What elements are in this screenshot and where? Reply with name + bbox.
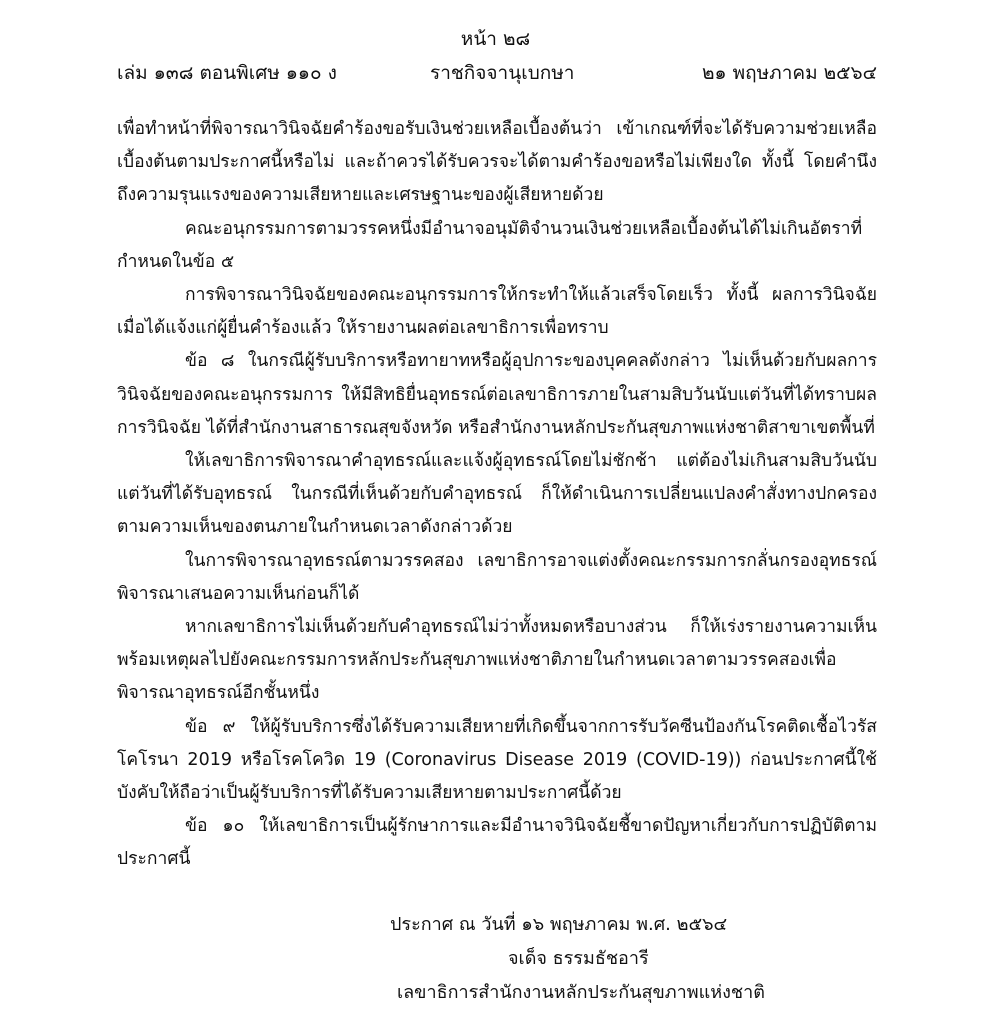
paragraph-decision-timing: การพิจารณาวินิจฉัยของคณะอนุกรรมการให้กระทำให้แล้วเสร็จโดยเร็ว ทั้งนี้ ผลการวินิจฉัยเมื่อได้แจ้งแก่ผู้ยื่นคำร้องแล้ว ให้รายงานผลต่อเลขาธิการเพื่อทราบ (117, 285, 877, 339)
publication-name: ราชกิจจานุเบกษา (430, 62, 575, 84)
paragraph-appeal-review: ให้เลขาธิการพิจารณาคำอุทธรณ์และแจ้งผู้อุทธรณ์โดยไม่ชักช้า แต่ต้องไม่เกินสามสิบวันนับแต่วันที่ได้รับอุทธรณ์ ในกรณีที่เห็นด้วยกับคำอุทธรณ์ ก็ให้ดำเนินการเปลี่ยนแปลงคำสั่งทางปกครองตามความเห็นของตนภายในกำหนดเวลาดังกล่าวด้วย (117, 451, 877, 538)
signatory-name: จเด็จ ธรรมธัชอารี (508, 948, 649, 969)
paragraph-approval-limit: คณะอนุกรรมการตามวรรคหนึ่งมีอำนาจอนุมัติจำนวนเงินช่วยเหลือเบื้องต้นได้ไม่เกินอัตราที่กำหนดในข้อ ๕ (117, 218, 863, 272)
publication-date: ๒๑ พฤษภาคม ๒๕๖๔ (702, 62, 877, 84)
page-number: หน้า ๒๘ (460, 28, 531, 50)
document-body (117, 113, 877, 877)
paragraph-appeal-escalation: หากเลขาธิการไม่เห็นด้วยกับคำอุทธรณ์ไม่ว่าทั้งหมดหรือบางส่วน ก็ให้เร่งรายงานความเห็นพร้อมเหตุผลไปยังคณะกรรมการหลักประกันสุขภาพแห่งชาติภายในกำหนดเวลาตามวรรคสองเพื่อพิจารณาอุทธรณ์อีกชั้นหนึ่ง (117, 617, 877, 704)
announcement-date: ประกาศ ณ วันที่ ๑๖ พฤษภาคม พ.ศ. ๒๕๖๔ (390, 914, 728, 935)
clause-10-enforcement: ข้อ ๑๐ ให้เลขาธิการเป็นผู้รักษาการและมีอำนาจวินิจฉัยชี้ขาดปัญหาเกี่ยวกับการปฏิบัติตามประกาศนี้ (117, 816, 877, 870)
signatory-position: เลขาธิการสำนักงานหลักประกันสุขภาพแห่งชาติ (397, 982, 765, 1003)
volume-issue: เล่ม ๑๓๘ ตอนพิเศษ ๑๑๐ ง (117, 62, 337, 84)
clause-8-appeal-right: ข้อ ๘ ในกรณีผู้รับบริการหรือทายาทหรือผู้อุปการะของบุคคลดังกล่าว ไม่เห็นด้วยกับผลการวินิจฉัยของคณะอนุกรรมการ ให้มีสิทธิยื่นอุทธรณ์ต่อเลขาธิการภายในสามสิบวันนับแต่วันที่ได้ทราบผลการวินิจฉัย ได้ที่สำนักงานสาธารณสุขจังหวัด หรือสำนักงานหลักประกันสุขภาพแห่งชาติสาขาเขตพื้นที่ (117, 351, 877, 438)
clause-9-covid-vaccine: ข้อ ๙ ให้ผู้รับบริการซึ่งได้รับความเสียหายที่เกิดขึ้นจากการรับวัคซีนป้องกันโรคติดเชื้อไวรัสโคโรนา 2019 หรือโรคโควิด 19 (Coronavirus Disease 2019 (COVID-19)) ก่อนประกาศนี้ใช้บังคับให้ถือว่าเป็นผู้รับบริการที่ได้รับความเสียหายตามประกาศนี้ด้วย (117, 716, 877, 804)
paragraph-subcommittee-duty: เพื่อทำหน้าที่พิจารณาวินิจฉัยคำร้องขอรับเงินช่วยเหลือเบื้องต้นว่า เข้าเกณฑ์ที่จะได้รับความช่วยเหลือเบื้องต้นตามประกาศนี้หรือไม่ และถ้าควรได้รับควรจะได้ตามคำร้องขอหรือไม่เพียงใด ทั้งนี้ โดยคำนึงถึงความรุนแรงของความเสียหายและเศรษฐานะของผู้เสียหายด้วย (117, 119, 877, 206)
gazette-header (117, 58, 877, 88)
paragraph-appeal-screening-committee: ในการพิจารณาอุทธรณ์ตามวรรคสอง เลขาธิการอาจแต่งตั้งคณะกรรมการกลั่นกรองอุทธรณ์พิจารณาเสนอความเห็นก่อนก็ได้ (117, 550, 877, 604)
signature-block (330, 908, 830, 1010)
